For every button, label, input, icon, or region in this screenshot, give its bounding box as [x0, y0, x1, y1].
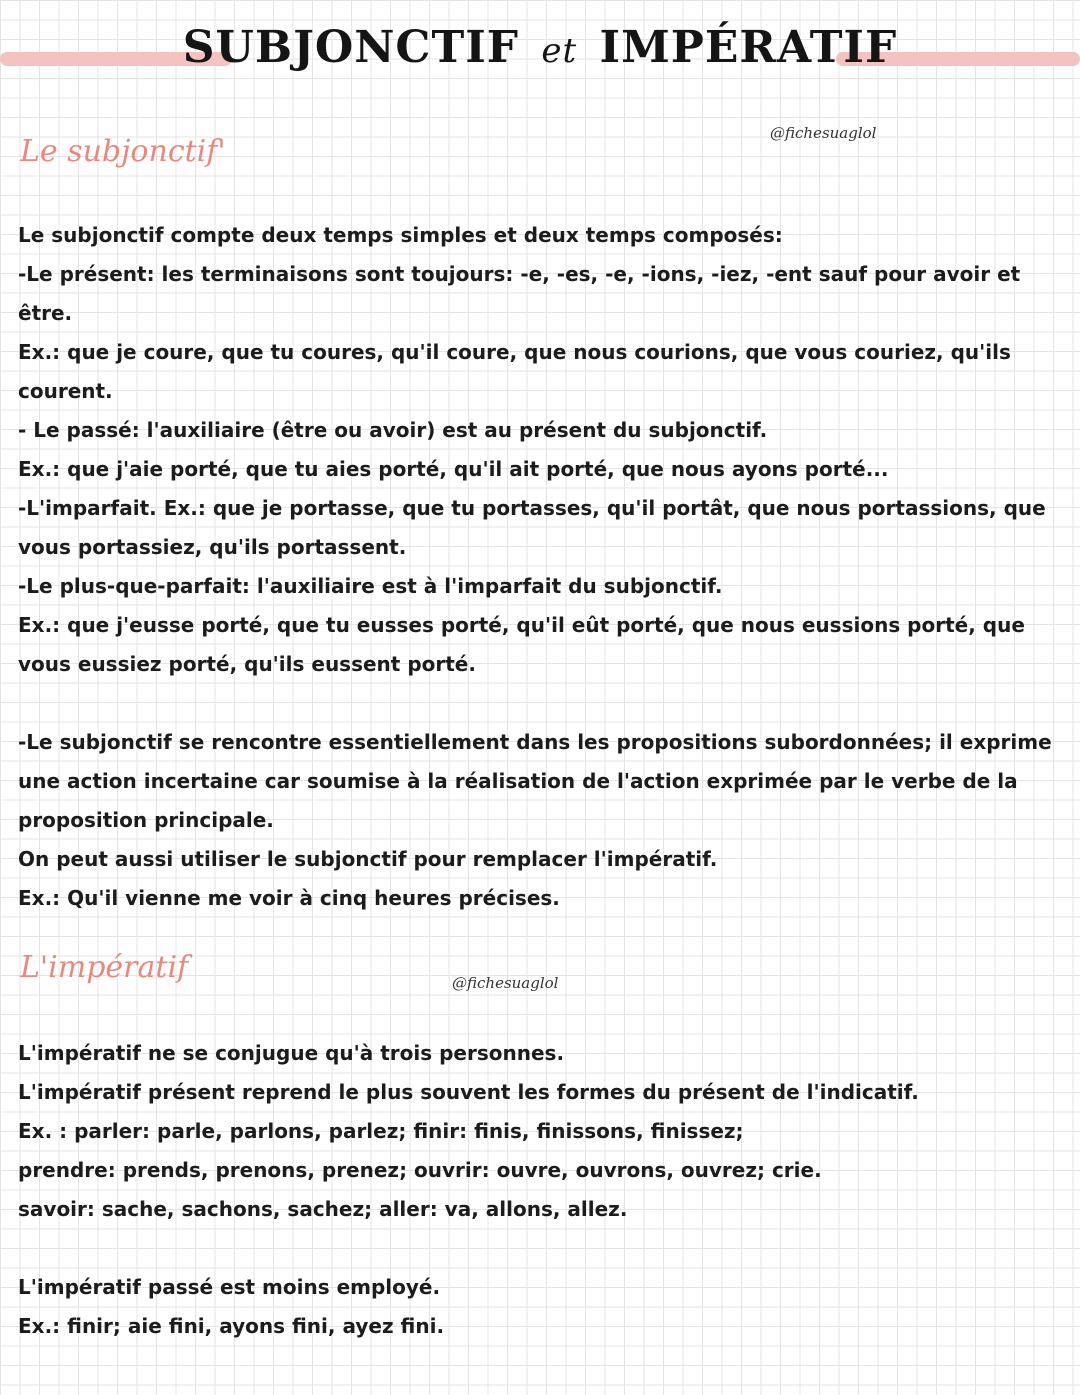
- text-line: L'impératif présent reprend le plus souvent les formes du présent de l'indicatif.: [18, 1080, 919, 1104]
- text-line: L'impératif passé est moins employé.: [18, 1275, 441, 1299]
- text-line: Ex.: Qu'il vienne me voir à cinq heures précises.: [18, 886, 560, 910]
- page-title: [0, 22, 1080, 73]
- text-line: - Le passé: l'auxiliaire (être ou avoir) est au présent du subjonctif.: [18, 418, 768, 442]
- imperatif-body: [18, 1034, 1068, 1346]
- text-line: -Le présent: les terminaisons sont toujours: -e, -es, -e, -ions, -iez, -ent sauf pour avoir et être.: [18, 262, 1021, 325]
- text-line: Ex.: que j'aie porté, que tu aies porté, qu'il ait porté, que nous ayons porté...: [18, 457, 889, 481]
- text-line: Le subjonctif compte deux temps simples et deux temps composés:: [18, 223, 783, 247]
- text-line: Ex. : parler: parle, parlons, parlez; finir: finis, finissons, finissez;: [18, 1119, 744, 1143]
- title-word-imperatif: IMPÉRATIF: [599, 22, 898, 73]
- text-line: Ex.: que j'eusse porté, que tu eusses porté, qu'il eût porté, que nous eussions porté, que vous eussiez porté, qu'ils eussent porté.: [18, 613, 1025, 676]
- title-word-subjonctif: SUBJONCTIF: [182, 22, 520, 73]
- text-line: Ex.: que je coure, que tu coures, qu'il coure, que nous courions, que vous couriez, qu'ils courent.: [18, 340, 1011, 403]
- section-heading-imperatif: L'impératif: [20, 950, 189, 985]
- title-conjunction: et: [541, 31, 578, 71]
- text-line: -Le plus-que-parfait: l'auxiliaire est à l'imparfait du subjonctif.: [18, 574, 723, 598]
- watermark-handle: @fichesuaglol: [770, 124, 877, 142]
- text-line: Ex.: finir; aie fini, ayons fini, ayez fini.: [18, 1314, 445, 1338]
- text-line: L'impératif ne se conjugue qu'à trois personnes.: [18, 1041, 565, 1065]
- text-line: -L'imparfait. Ex.: que je portasse, que tu portasses, qu'il portât, que nous portassions, que vous portassiez, qu'ils portassent.: [18, 496, 1046, 559]
- text-line: prendre: prends, prenons, prenez; ouvrir: ouvre, ouvrons, ouvrez; crie.: [18, 1158, 822, 1182]
- text-line: -Le subjonctif se rencontre essentiellement dans les propositions subordonnées; il exprime une action incertaine car soumise à la réalisation de l'action exprimée par le verbe de la proposition principale.: [18, 730, 1052, 832]
- section-heading-subjonctif: Le subjonctif': [20, 134, 226, 169]
- text-line: On peut aussi utiliser le subjonctif pour remplacer l'impératif.: [18, 847, 718, 871]
- watermark-handle: @fichesuaglol: [452, 974, 559, 992]
- subjonctif-body: [18, 216, 1068, 918]
- text-line: savoir: sache, sachons, sachez; aller: va, allons, allez.: [18, 1197, 628, 1221]
